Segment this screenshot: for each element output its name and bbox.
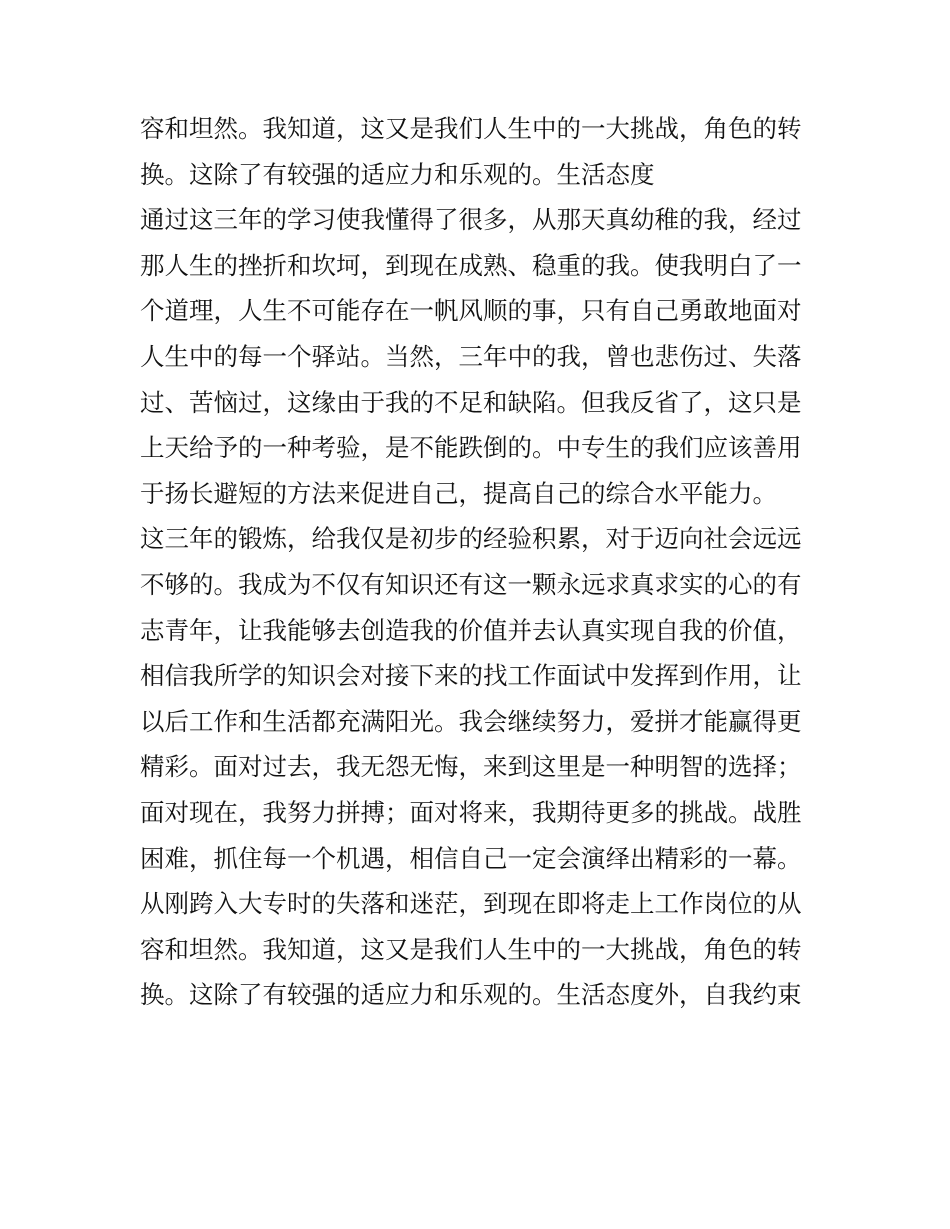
text-line: 人生中的每一个驿站。当然，三年中的我，曾也悲伤过、失落 xyxy=(140,341,802,371)
document-body xyxy=(140,106,820,1018)
text-line: 那人生的挫折和坎坷，到现在成熟、稳重的我。使我明白了一 xyxy=(140,250,802,280)
text-line: 通过这三年的学习使我懂得了很多，从那天真幼稚的我，经过 xyxy=(140,205,802,235)
text-line: 不够的。我成为不仅有知识还有这一颗永远求真求实的心的有 xyxy=(140,569,802,599)
text-line: 面对现在，我努力拼搏；面对将来，我期待更多的挑战。战胜 xyxy=(140,797,802,827)
text-line: 个道理，人生不可能存在一帆风顺的事，只有自己勇敢地面对 xyxy=(140,296,802,326)
text-line: 上天给予的一种考验，是不能跌倒的。中专生的我们应该善用 xyxy=(140,433,802,463)
text-line: 这三年的锻炼，给我仅是初步的经验积累，对于迈向社会远远 xyxy=(140,524,802,554)
text-line: 困难，抓住每一个机遇，相信自己一定会演绎出精彩的一幕。 xyxy=(140,843,802,873)
text-line: 精彩。面对过去，我无怨无悔，来到这里是一种明智的选择； xyxy=(140,752,802,782)
text-line: 从刚跨入大专时的失落和迷茫，到现在即将走上工作岗位的从 xyxy=(140,889,802,919)
text-line: 过、苦恼过，这缘由于我的不足和缺陷。但我反省了，这只是 xyxy=(140,387,802,417)
text-line: 换。这除了有较强的适应力和乐观的。生活态度外，自我约束 xyxy=(140,980,802,1010)
text-line: 容和坦然。我知道，这又是我们人生中的一大挑战，角色的转 xyxy=(140,114,802,143)
text-line: 容和坦然。我知道，这又是我们人生中的一大挑战，角色的转 xyxy=(140,934,802,964)
text-line: 相信我所学的知识会对接下来的找工作面试中发挥到作用，让 xyxy=(140,661,802,691)
text-line: 于扬长避短的方法来促进自己，提高自己的综合水平能力。 xyxy=(140,478,777,508)
text-line: 以后工作和生活都充满阳光。我会继续努力，爱拼才能赢得更 xyxy=(140,706,802,736)
text-line: 志青年，让我能够去创造我的价值并去认真实现自我的价值， xyxy=(140,615,802,645)
text-line: 换。这除了有较强的适应力和乐观的。生活态度 xyxy=(140,159,655,189)
